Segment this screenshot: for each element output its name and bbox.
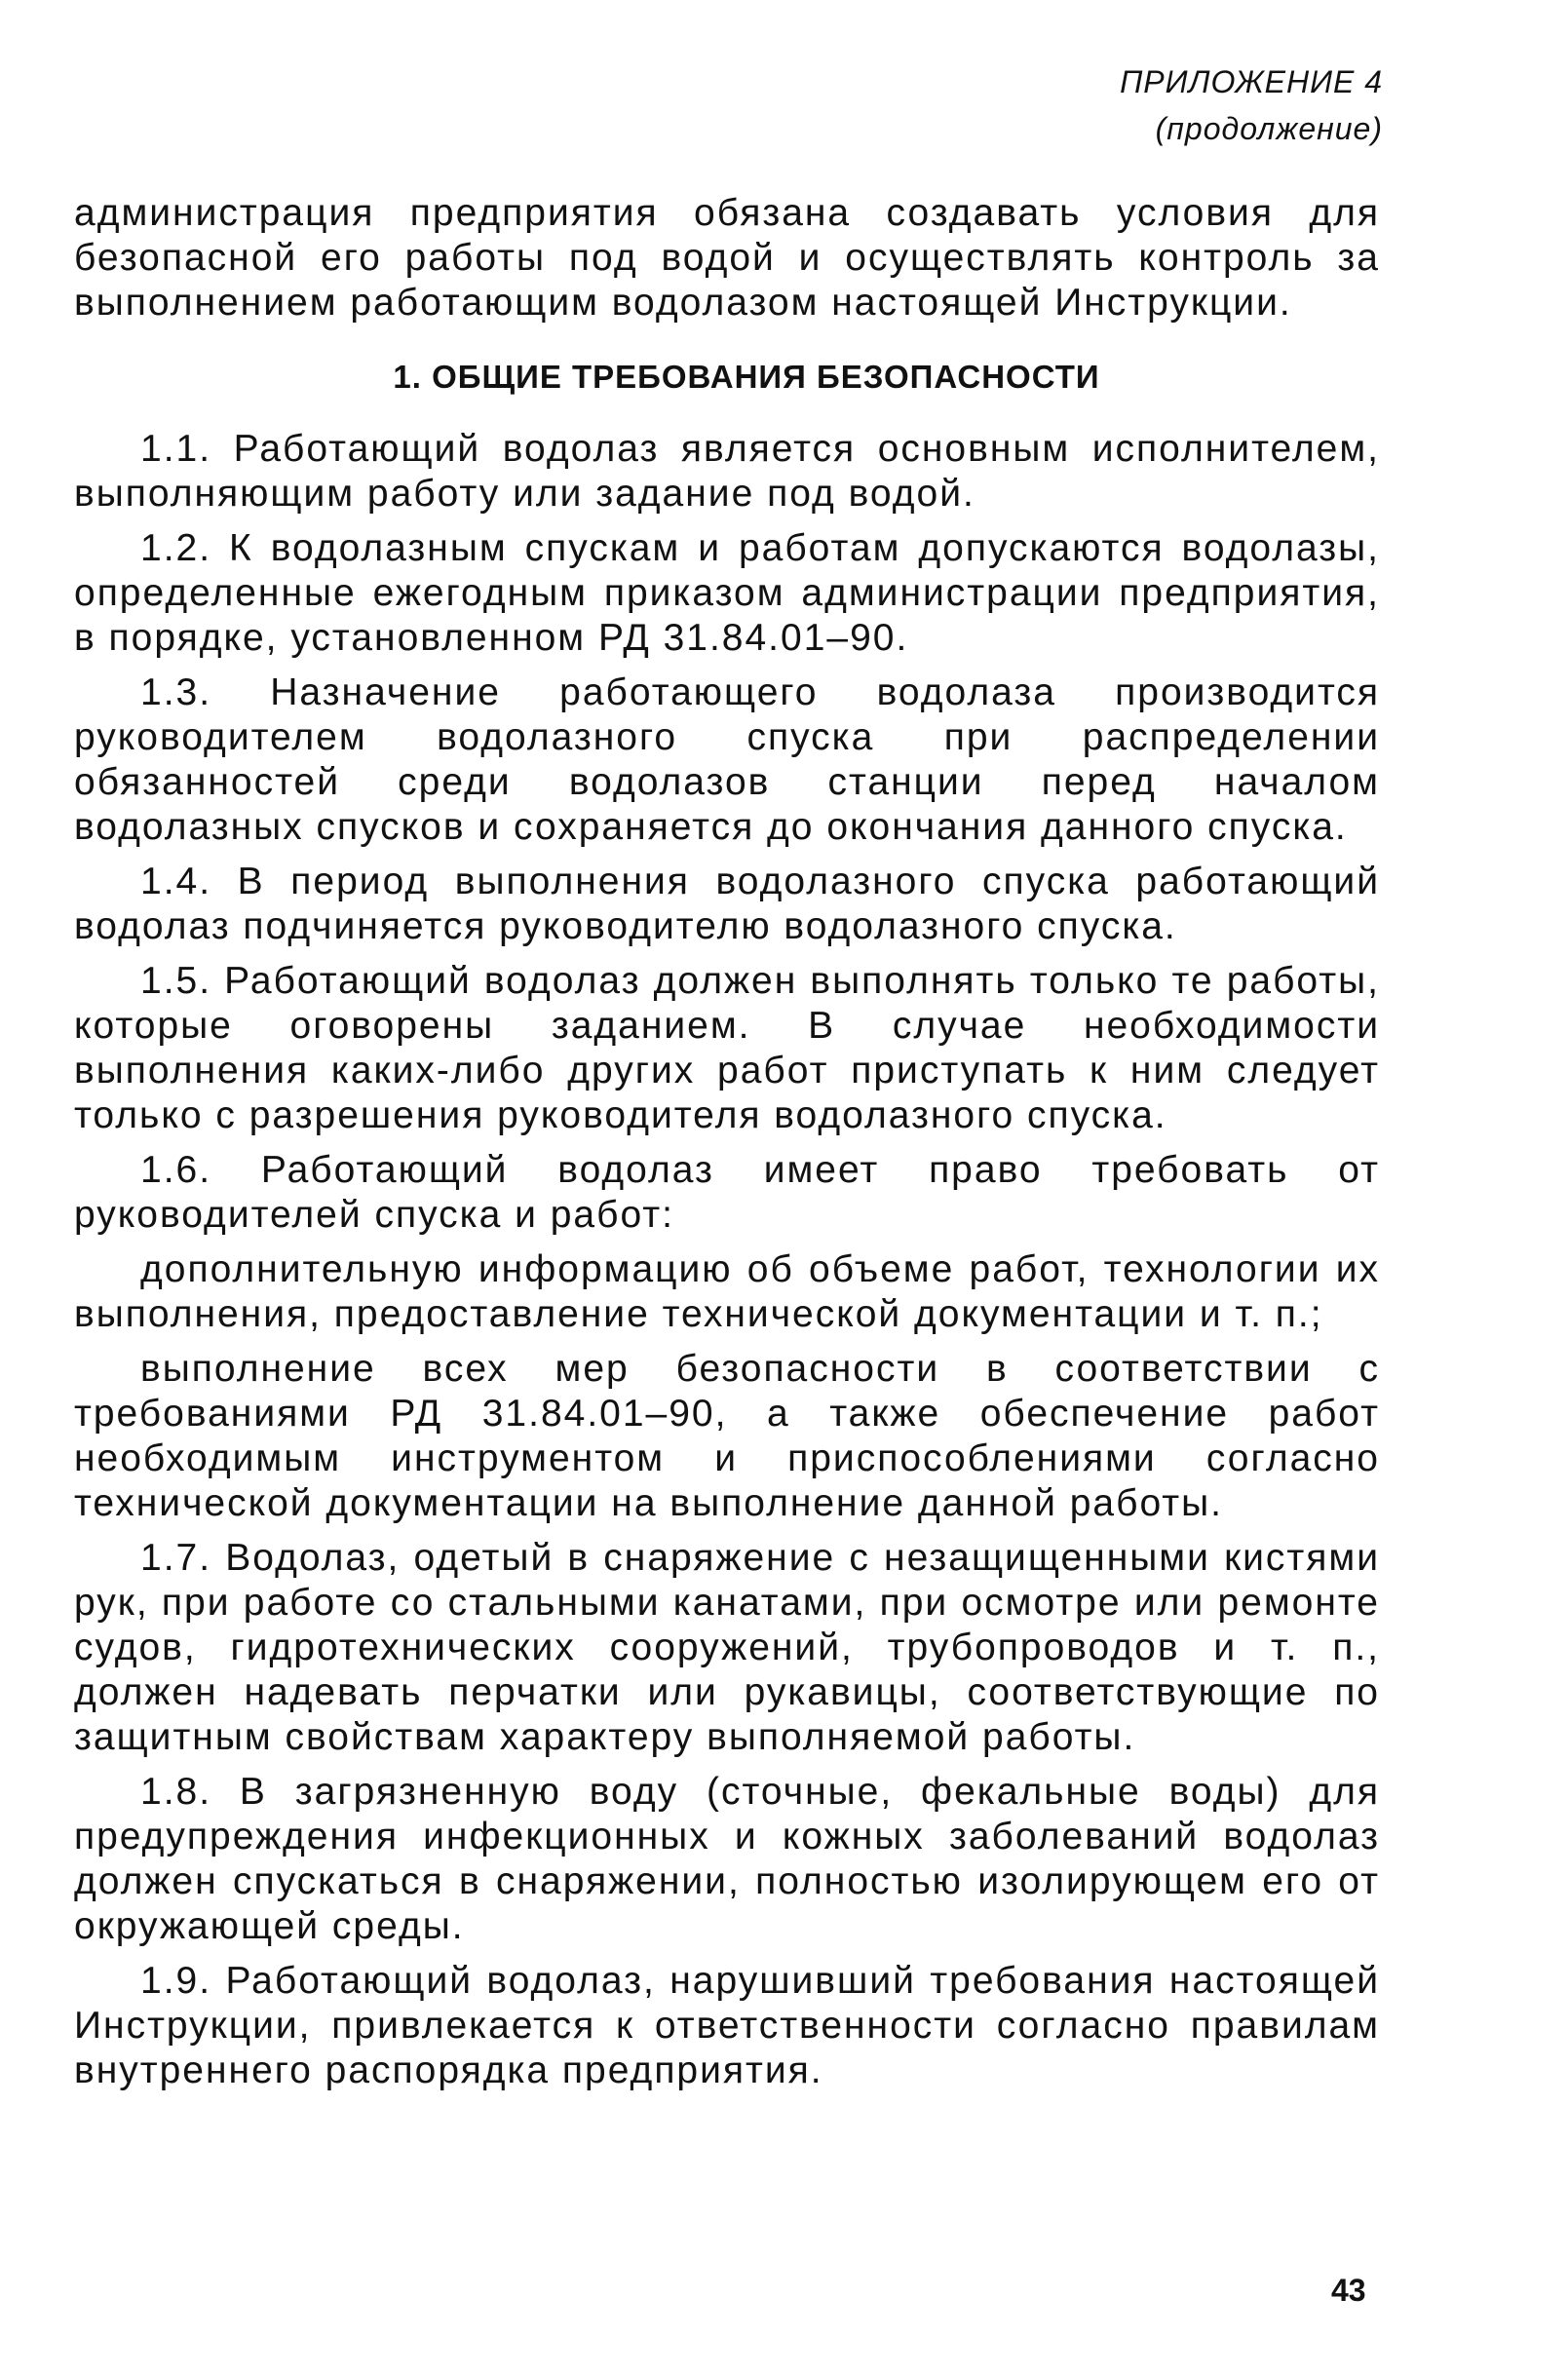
paragraph-1-6: 1.6. Работающий водолаз имеет право требовать от руководителей спуска и работ:	[74, 1149, 1380, 1236]
appendix-header	[1120, 58, 1383, 152]
paragraph-1-9: 1.9. Работающий водолаз, нарушивший требования настоящей Инструкции, привлекается к ответственности согласно правилам внутреннего распорядка предприятия.	[74, 1960, 1380, 2091]
intro-paragraph: администрация предприятия обязана создавать условия для безопасной его работы под водой и осуществлять контроль за выполнением работающим водолазом настоящей Инструкции.	[74, 192, 1380, 324]
rights-item-2: выполнение всех мер безопасности в соответствии с требованиями РД 31.84.01–90, а также обеспечение работ необходимым инструментом и приспособлениями согласно технической документации на выполнение данной работы.	[74, 1348, 1380, 1524]
paragraph-1-2: 1.2. К водолазным спускам и работам допускаются водолазы, определенные ежегодным приказом администрации предприятия, в порядке, установленном РД 31.84.01–90.	[74, 527, 1380, 659]
page-body	[74, 191, 1380, 2103]
paragraph-1-1: 1.1. Работающий водолаз является основным исполнителем, выполняющим работу или задание под водой.	[74, 428, 1380, 515]
paragraph-1-3: 1.3. Назначение работающего водолаза производится руководителем водолазного спуска при распределении обязанностей среди водолазов станции перед началом водолазных спусков и сохраняется до окончания данного спуска.	[74, 671, 1380, 848]
paragraph-1-7: 1.7. Водолаз, одетый в снаряжение с незащищенными кистями рук, при работе со стальными канатами, при осмотре или ремонте судов, гидротехнических сооружений, трубопроводов и т. п., должен надевать перчатки или рукавицы, соответствующие по защитным свойствам характеру выполняемой работы.	[74, 1537, 1380, 1758]
section-title: 1. ОБЩИЕ ТРЕБОВАНИЯ БЕЗОПАСНОСТИ	[393, 359, 1100, 395]
paragraph-1-5: 1.5. Работающий водолаз должен выполнять только те работы, которые оговорены заданием. В случае необходимости выполнения каких-либо других работ приступать к ним следует только с разрешения руководителя водолазного спуска.	[74, 960, 1380, 1136]
page-number: 43	[1331, 2273, 1366, 2308]
paragraph-1-4: 1.4. В период выполнения водолазного спуска работающий водолаз подчиняется руководителю водолазного спуска.	[74, 861, 1380, 947]
continuation-label: (продолжение)	[1155, 111, 1383, 146]
rights-item-1: дополнительную информацию об объеме работ, технологии их выполнения, предоставление технической документации и т. п.;	[74, 1248, 1380, 1335]
appendix-label: ПРИЛОЖЕНИЕ 4	[1120, 64, 1383, 99]
paragraph-1-8: 1.8. В загрязненную воду (сточные, фекальные воды) для предупреждения инфекционных и кожных заболеваний водолаз должен спускаться в снаряжении, полностью изолирующем его от окружающей среды.	[74, 1771, 1380, 1947]
